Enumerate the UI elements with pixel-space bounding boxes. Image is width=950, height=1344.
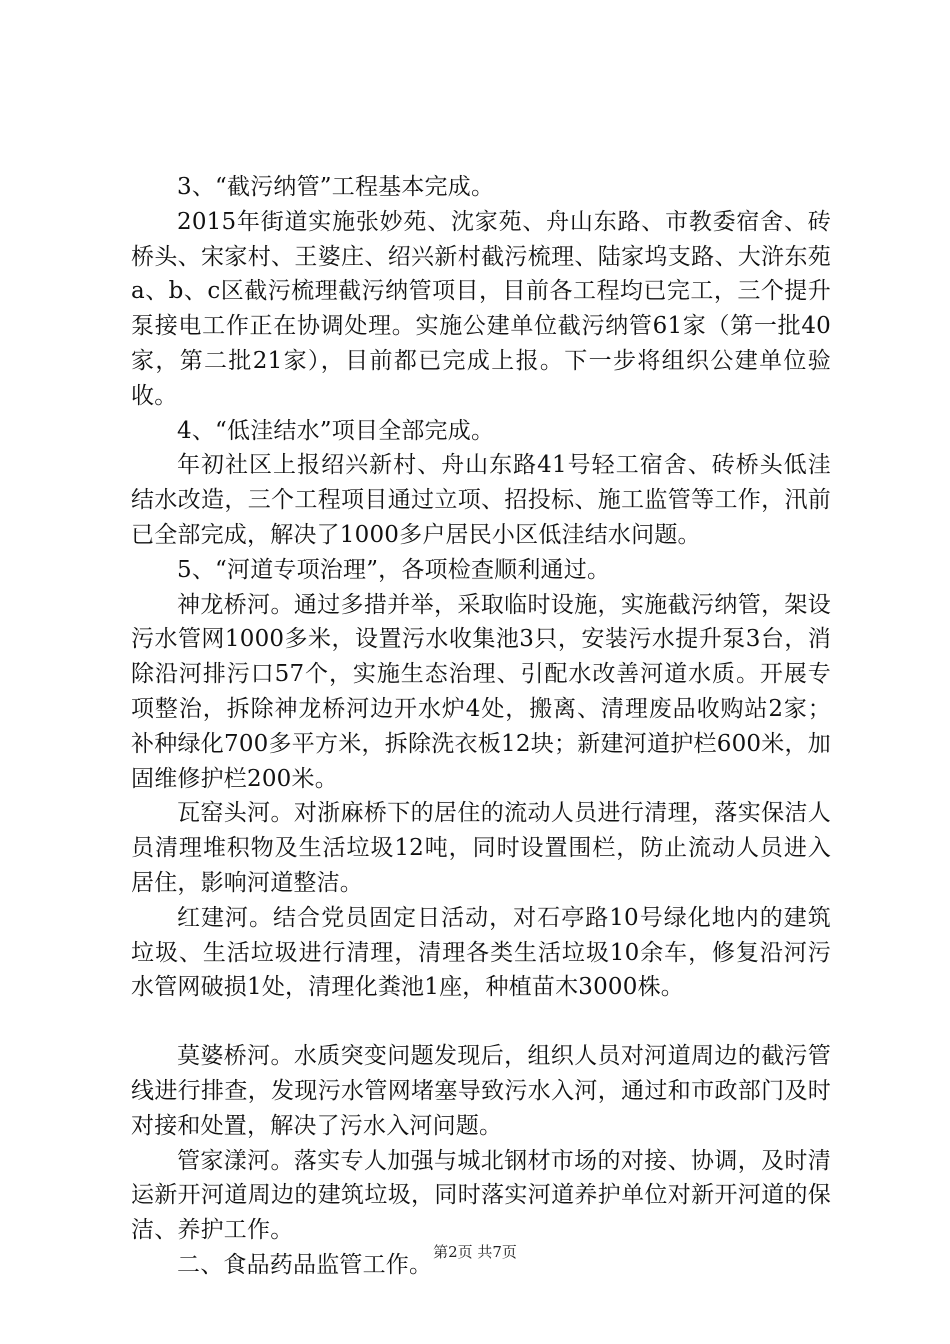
paragraph-lowland-water: 年初社区上报绍兴新村、舟山东路41号轻工宿舍、砖桥头低洼结水改造，三个工程项目通过立项、招投标、施工监管等工作，汛前已全部完成，解决了1000多户居民小区低洼结水问题。 — [131, 452, 831, 548]
section-heading-river-treatment: 5、“河道专项治理”，各项检查顺利通过。 — [177, 556, 611, 583]
section-heading-food-drug: 二、食品药品监管工作。 — [177, 1251, 433, 1278]
paragraph-sewage-projects: 2015年街道实施张妙苑、沈家苑、舟山东路、市教委宿舍、砖桥头、宋家村、王婆庄、绍兴新村截污梳理、陆家坞支路、大浒东苑a、b、c区截污梳理截污纳管项目，目前各工程均已完工，三个提升泵接电工作正在协调处理。实施公建单位截污纳管61家（第一批40家，第二批21家），目前都已完成上报。下一步将组织公建单位验收。 — [131, 208, 831, 409]
paragraph-wayaotou-river: 瓦窑头河。对浙麻桥下的居住的流动人员进行清理，落实保洁人员清理堆积物及生活垃圾12吨，同时设置围栏，防止流动人员进入居住，影响河道整洁。 — [131, 800, 831, 896]
paragraph-mopoqiao-river: 莫婆桥河。水质突变问题发现后，组织人员对河道周边的截污管线进行排查，发现污水管网堵塞导致污水入河，通过和市政部门及时对接和处置，解决了污水入河问题。 — [131, 1043, 831, 1139]
page-number-footer: 第2页 共7页 — [433, 1243, 517, 1261]
paragraph-spacer — [131, 1005, 831, 1039]
paragraph-hongjian-river: 红建河。结合党员固定日活动，对石亭路10号绿化地内的建筑垃圾、生活垃圾进行清理，清理各类生活垃圾10余车，修复沿河污水管网破损1处，清理化粪池1座，种植苗木3000株。 — [131, 904, 831, 1001]
section-heading-lowland-water: 4、“低洼结水”项目全部完成。 — [177, 417, 495, 444]
paragraph-shenlongqiao-river: 神龙桥河。通过多措并举，采取临时设施，实施截污纳管，架设污水管网1000多米，设置污水收集池3只，安装污水提升泵3台，消除沿河排污口57个，实施生态治理、引配水改善河道水质。开展专项整治，拆除神龙桥河边开水炉4处，搬离、清理废品收购站2家；补种绿化700多平方米，拆除洗衣板12块；新建河道护栏600米，加固维修护栏200米。 — [131, 591, 831, 792]
document-body — [131, 170, 831, 1283]
section-heading-sewage: 3、“截污纳管”工程基本完成。 — [177, 174, 495, 200]
paragraph-guanjiayang-river: 管家漾河。落实专人加强与城北钢材市场的对接、协调，及时清运新开河道周边的建筑垃圾，同时落实河道养护单位对新开河道的保洁、养护工作。 — [131, 1147, 831, 1244]
